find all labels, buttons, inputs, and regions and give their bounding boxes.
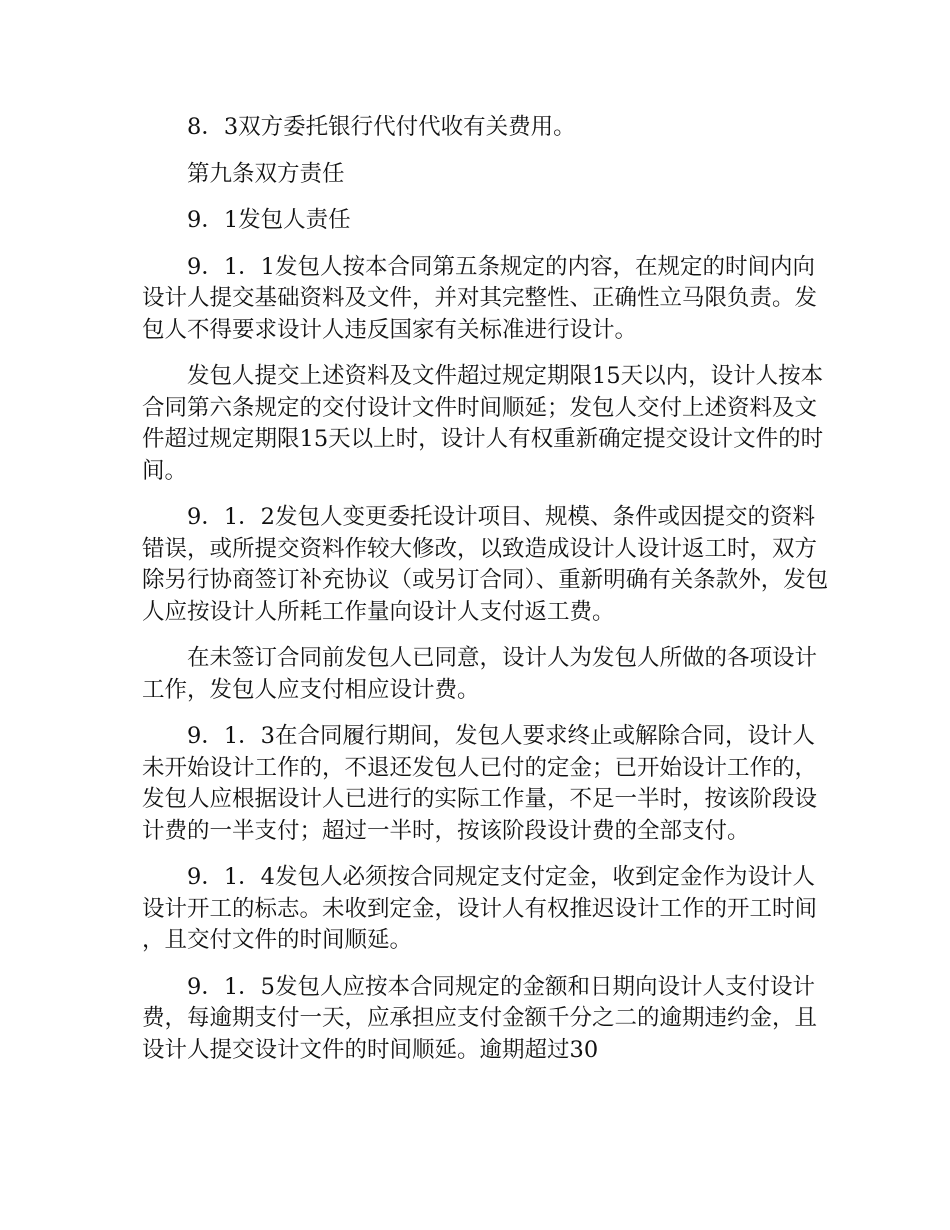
paragraph-9-1-5: 9．1．5发包人应按本合同规定的金额和日期向设计人支付设计费，每逾期支付一天，应承担应支付金额千分之二的逾期违约金，且设计人提交设计文件的时间顺延。逾期超过30	[142, 973, 818, 1063]
article-9-heading: 第九条双方责任	[187, 160, 345, 187]
paragraph-9-1-3: 9．1．3在合同履行期间，发包人要求终止或解除合同，设计人未开始设计工作的，不退还发包人已付的定金；已开始设计工作的，发包人应根据设计人已进行的实际工作量，不足一半时，按该阶段设计费的一半支付；超过一半时，按该阶段设计费的全部支付。	[142, 723, 818, 844]
paragraph-9-1-1: 9．1．1发包人按本合同第五条规定的内容，在规定的时间内向设计人提交基础资料及文件，并对其完整性、正确性立马限负责。发包人不得要求设计人违反国家有关标准进行设计。	[142, 253, 818, 343]
paragraph-9-1-2: 9．1．2发包人变更委托设计项目、规模、条件或因提交的资料错误，或所提交资料作较大修改，以致造成设计人设计返工时，双方除另行协商签订补充协议（或另订合同）、重新明确有关条款外，发包人应按设计人所耗工作量向设计人支付返工费。	[142, 504, 829, 625]
paragraph-9-1-4: 9．1．4发包人必须按合同规定支付定金，收到定金作为设计人设计开工的标志。未收到定金，设计人有权推迟设计工作的开工时间，且交付文件的时间顺延。	[142, 864, 818, 953]
section-9-1-heading: 9．1发包人责任	[187, 207, 351, 233]
paragraph-8-3: 8．3双方委托银行代付代收有关费用。	[187, 114, 576, 140]
document-body	[142, 112, 832, 1081]
paragraph-9-1-2-continued: 在未签订合同前发包人已同意，设计人为发包人所做的各项设计工作，发包人应支付相应设计费。	[142, 645, 818, 703]
paragraph-9-1-1-continued: 发包人提交上述资料及文件超过规定期限15天以内，设计人按本合同第六条规定的交付设计文件时间顺延；发包人交付上述资料及文件超过规定期限15天以上时，设计人有权重新确定提交设计文件的时间。	[142, 363, 824, 484]
